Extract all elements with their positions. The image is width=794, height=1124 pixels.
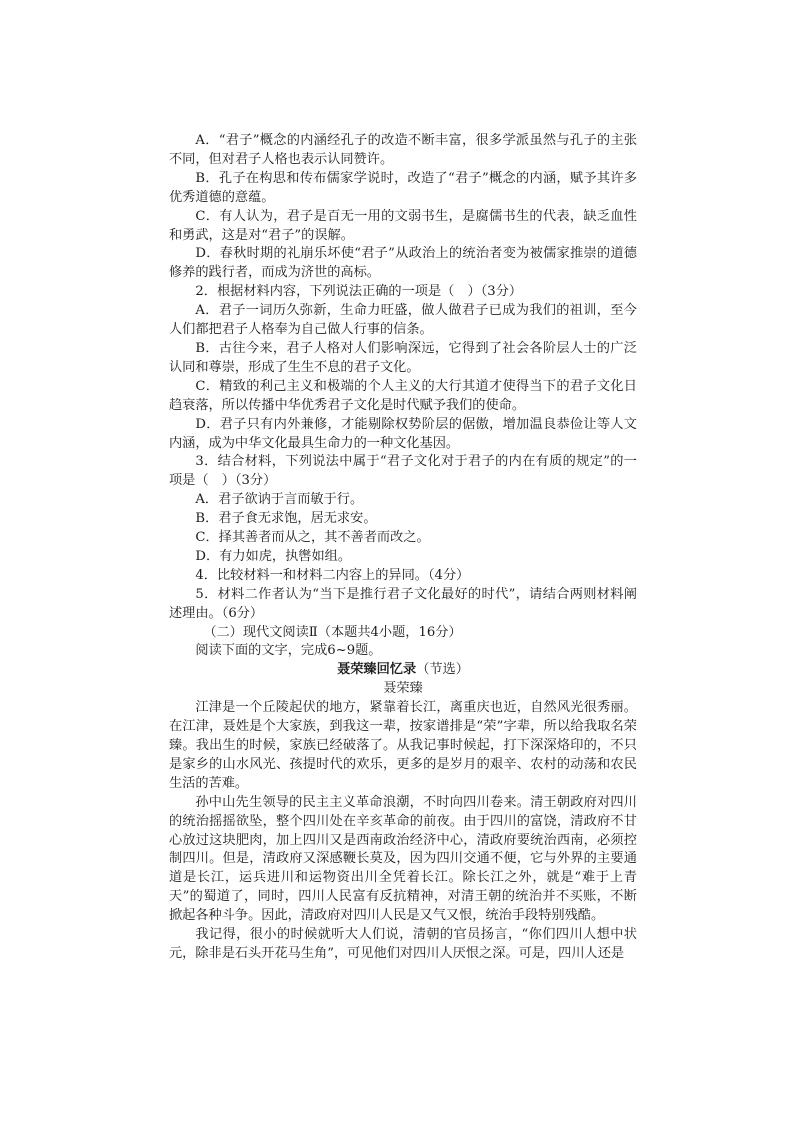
q3-option-a: A．君子欲讷于言而敏于行。	[195, 492, 364, 508]
article-paragraph: 我记得，很小的时候就听大人们说，清朝的官员扬言，“你们四川人想中状元，除非是石头开花马生角”，可见他们对四川人厌恨之深。可是，四川人还是	[169, 927, 637, 961]
q1-option-a: A．“君子”概念的内涵经孔子的改造不断丰富，很多学派虽然与孔子的主张不同，但对君子人格也表示认同赞许。	[169, 133, 637, 167]
document-page	[169, 132, 637, 964]
article-author: 聂荣臻	[383, 681, 423, 697]
section-heading: （二）现代文阅读Ⅱ（本题共4小题，16分）	[203, 624, 462, 640]
q3-stem: 3．结合材料，下列说法中属于“君子文化对于君子的内在有质的规定”的一项是（ ）（3分）	[169, 454, 637, 489]
q2-option-c: C．精致的利己主义和极端的个人主义的大行其道才使得当下的君子文化日趋衰落，所以传播中华优秀君子文化是时代赋予我们的使命。	[169, 378, 637, 413]
article-title	[169, 661, 637, 680]
q3-option-b: B．君子食无求饱，居无求安。	[195, 511, 377, 527]
q4-stem: 4．比较材料一和材料二内容上的异同。（4分）	[195, 567, 470, 583]
article-paragraph: 江津是一个丘陵起伏的地方，紧靠着长江，离重庆也近，自然风光很秀丽。在江津，聂姓是个大家族，到我这一辈，按家谱排是“荣”字辈，所以给我取名荣臻。我出生的时候，家族已经破落了。从我记事时候起，打下深深烙印的，不只是家乡的山水风光、孩提时代的欢乐，更多的是岁月的艰辛、农村的动荡和农民生活的苦难。	[169, 700, 637, 791]
q1-option-d: D．春秋时期的礼崩乐坏使“君子”从政治上的统治者变为被儒家推崇的道德修养的践行者，而成为济世的高标。	[169, 246, 637, 281]
q1-option-b: B．孔子在构思和传布儒家学说时，改造了“君子”概念的内涵，赋予其许多优秀道德的意蕴。	[169, 170, 637, 205]
q2-option-a: A．君子一词历久弥新，生命力旺盛，做人做君子已成为我们的祖训，至今人们都把君子人格奉为自己做人行事的信条。	[169, 303, 637, 338]
article-paragraph: 孙中山先生领导的民主主义革命浪潮，不时向四川卷来。清王朝政府对四川的统治摇摇欲坠，整个四川处在辛亥革命的前夜。由于四川的富饶，清政府不甘心放过这块肥肉，加上四川又是西南政治经济中心，清政府要统治西南，必须控制四川。但是，清政府又深感鞭长莫及，因为四川交通不便，它与外界的主要通道是长江，运兵进川和运物资出川全凭着长江。除长江之外，就是“难于上青天”的蜀道了，同时，四川人民富有反抗精神，对清王朝的统治并不买账，不断掀起各种斗争。因此，清政府对四川人民是又气又恨，统治手段特别残酷。	[169, 794, 637, 924]
q1-option-c: C．有人认为，君子是百无一用的文弱书生，是腐儒书生的代表，缺乏血性和勇武，这是对“君子”的误解。	[169, 208, 637, 243]
q5-stem: 5．材料二作者认为“当下是推行君子文化最好的时代”，请结合两则材料阐述理由。（6分）	[169, 586, 637, 621]
q3-option-d: D．有力如虎，执辔如组。	[195, 548, 352, 564]
section-instruction: 阅读下面的文字，完成6~9题。	[195, 643, 382, 659]
q2-option-b: B．古往今来，君子人格对人们影响深远，它得到了社会各阶层人士的广泛认同和尊崇，形成了生生不息的君子文化。	[169, 340, 637, 375]
q3-option-c: C．择其善者而从之，其不善者而改之。	[195, 530, 430, 546]
article-title-note: （节选）	[416, 662, 469, 678]
q2-stem: 2．根据材料内容，下列说法正确的一项是（ ）（3分）	[195, 284, 523, 300]
article-title-text: 聂荣臻回忆录	[337, 662, 417, 678]
q2-option-d: D．君子只有内外兼修，才能剔除权势阶层的倨傲，增加温良恭俭让等人文内涵，成为中华文化最具生命力的一种文化基因。	[169, 416, 637, 451]
